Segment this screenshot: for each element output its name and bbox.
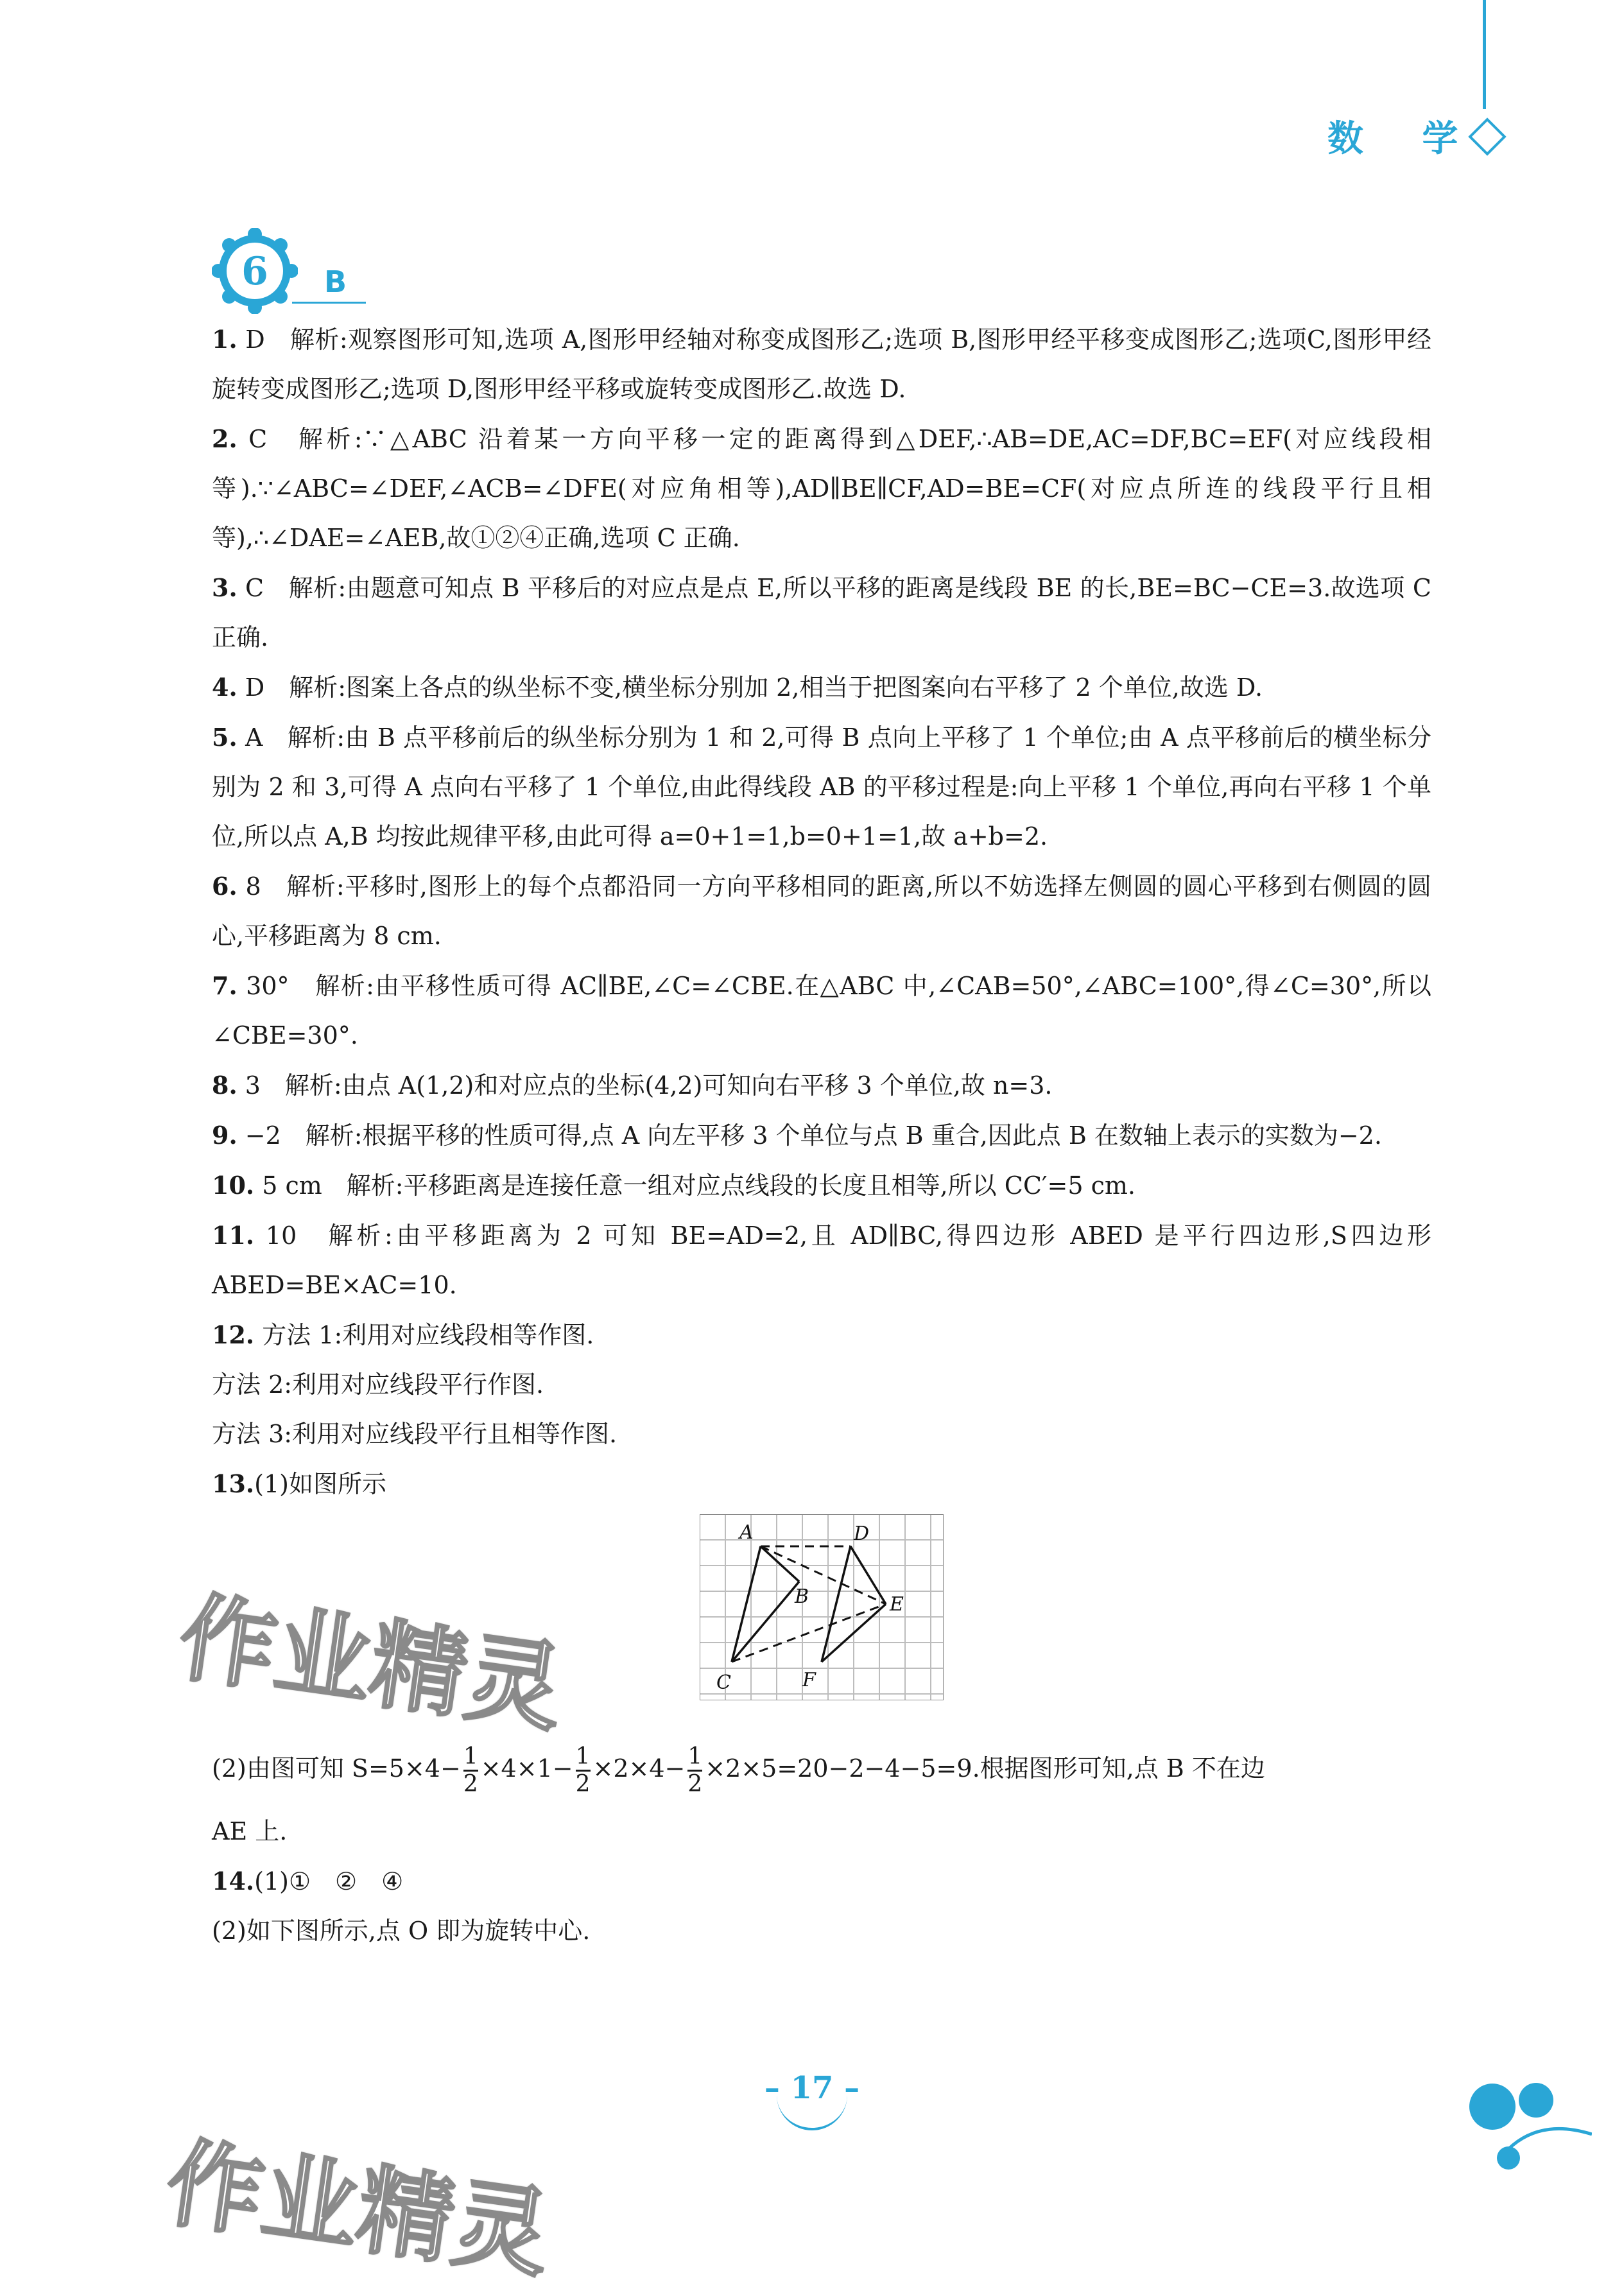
answer-12-method-2: 方法 2:利用对应线段平行作图. xyxy=(212,1370,544,1399)
label-b: B xyxy=(795,1585,809,1608)
answer-12-method-3: 方法 3:利用对应线段平行且相等作图. xyxy=(212,1420,618,1448)
decorative-dots-icon xyxy=(1464,2073,1592,2182)
fraction-half: $\frac{1}{2}$ xyxy=(463,1743,478,1797)
answer-14-part-1: 14.(1)① ② ④ xyxy=(212,1867,404,1895)
answer-7: 7. 30° 解析:由平移性质可得 AC∥BE,∠C=∠CBE.在△ABC 中,∠CAB=50°,∠ABC=100°,得∠C=30°,所以∠CBE=30°. xyxy=(212,971,1431,1049)
label-f: F xyxy=(802,1669,816,1691)
section-number: 6 xyxy=(241,249,268,294)
header-rule xyxy=(1483,0,1486,109)
triangle-abc xyxy=(732,1546,799,1662)
answer-8: 8. 3 解析:由点 A(1,2)和对应点的坐标(4,2)可知向右平移 3 个单位,故 n=3. xyxy=(212,1071,1053,1100)
answer-5: 5. A 解析:由 B 点平移前后的纵坐标分别为 1 和 2,可得 B 点向上平移了 1 个单位;由 A 点平移前后的横坐标分别为 2 和 3,可得 A 点向右平移了 1 个单位,由此得线段 AB 的平移过程是:向上平移 1 个单位,再向右平移 1 个单位,所以点 A,B 均按此规律平移,由此可得 a=0+1=1,b=0+1=1,故 a+b=2. xyxy=(212,723,1431,850)
answer-4: 4. D 解析:图案上各点的纵坐标不变,横坐标分别加 2,相当于把图案向右平移了 2 个单位,故选 D. xyxy=(212,673,1263,702)
label-c: C xyxy=(716,1671,731,1694)
answer-13-part-2: (2)由图可知 S=5×4− $\frac{1}{2}$ ×4×1− $\frac{1}{2}$ ×2×4− $\frac{1}{2}$ ×2×5=20−2−4−5=9.根据图形可知,点 B 不在边 xyxy=(212,1743,1265,1797)
answer-2: 2. C 解析:∵△ABC 沿着某一方向平移一定的距离得到△DEF,∴AB=DE,AC=DF,BC=EF(对应线段相等).∵∠ABC=∠DEF,∠ACB=∠DFE(对应角相等),AD∥BE∥CF,AD=BE=CF(对应点所连的线段平行且相等),∴∠DAE=∠AEB,故①②④正确,选项 C 正确. xyxy=(212,424,1431,552)
section-rule xyxy=(292,302,366,304)
grid-lines xyxy=(700,1514,944,1700)
answer-1: 1. D 解析:观察图形可知,选项 A,图形甲经轴对称变成图形乙;选项 B,图形甲经平移变成图形乙;选项C,图形甲经旋转变成图形乙;选项 D,图形甲经平移或旋转变成图形乙.故选 D. xyxy=(212,325,1431,403)
fraction-half: $\frac{1}{2}$ xyxy=(575,1743,591,1797)
section-badge-icon xyxy=(212,228,298,314)
answer-10: 10. 5 cm 解析:平移距离是连接任意一组对应点线段的长度且相等,所以 CC′=5 cm. xyxy=(212,1171,1136,1200)
watermark: 作业精灵 xyxy=(159,2127,557,2292)
answer-13-part-1: 13.(1)如图所示 xyxy=(212,1469,386,1498)
watermark: 作业精灵 xyxy=(172,1581,570,1746)
fraction-half: $\frac{1}{2}$ xyxy=(687,1743,703,1797)
label-a: A xyxy=(739,1521,754,1544)
answer-12-method-1: 12. 方法 1:利用对应线段相等作图. xyxy=(212,1320,594,1349)
grid-figure-svg xyxy=(700,1514,944,1700)
section-letter: B xyxy=(324,264,347,299)
grid-border xyxy=(700,1514,944,1700)
answer-3: 3. C 解析:由题意可知点 B 平移后的对应点是点 E,所以平移的距离是线段 BE 的长,BE=BC−CE=3.故选项 C 正确. xyxy=(212,573,1431,652)
answer-13-part-2-tail: AE 上. xyxy=(212,1817,288,1845)
answer-9: 9. −2 解析:根据平移的性质可得,点 A 向左平移 3 个单位与点 B 重合,因此点 B 在数轴上表示的实数为−2. xyxy=(212,1121,1382,1150)
answer-14-part-2: (2)如下图所示,点 O 即为旋转中心. xyxy=(212,1917,591,1945)
label-d: D xyxy=(854,1523,870,1545)
page-number: – 17 – xyxy=(764,2070,860,2106)
answer-6: 6. 8 解析:平移时,图形上的每个点都沿同一方向平移相同的距离,所以不妨选择左侧圆的圆心平移到右侧圆的圆心,平移距离为 8 cm. xyxy=(212,872,1431,950)
label-e: E xyxy=(890,1593,904,1616)
subject-title: 数 学 xyxy=(1327,118,1481,160)
answer-11: 11. 10 解析:由平移距离为 2 可知 BE=AD=2,且 AD∥BC,得四边形 ABED 是平行四边形,S四边形ABED=BE×AC=10. xyxy=(212,1221,1431,1299)
